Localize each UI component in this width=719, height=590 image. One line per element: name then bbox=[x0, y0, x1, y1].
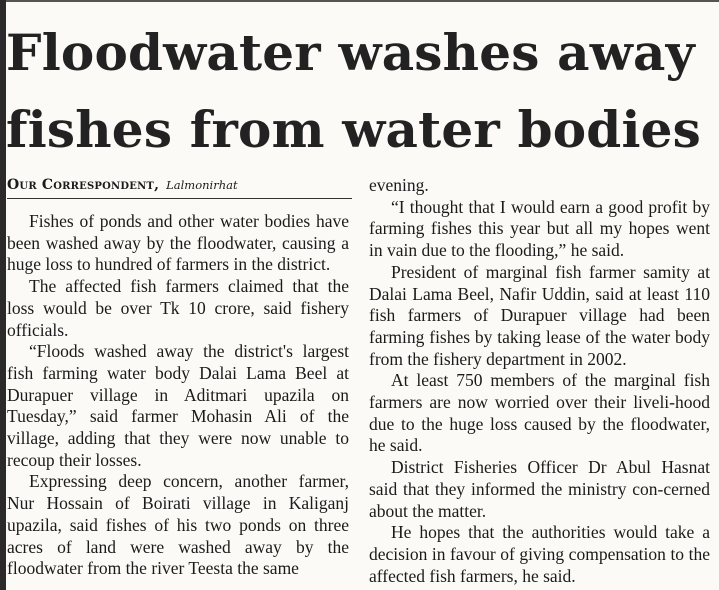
paragraph: President of marginal fish farmer samity at Dalai Lama Beel, Nafir Uddin, said at least 110 fish farmers of Durapuer village had been farming fishes by taking lease of the water body from the fishery department in 2002. bbox=[369, 261, 710, 369]
headline bbox=[6, 14, 719, 168]
paragraph: “Floods washed away the district's largest fish farming water body Dalai Lama Beel at Durapuer village in Aditmari upazila on Tuesday,” said farmer Mohasin Ali of the village, adding that they were now unable to recoup their losses. bbox=[7, 341, 349, 470]
headline-line-2: fishes from water bodies bbox=[6, 100, 702, 159]
paragraph: District Fisheries Officer Dr Abul Hasnat said that they informed the ministry con-cerned about the matter. bbox=[369, 457, 710, 521]
paragraph: The affected fish farmers claimed that the loss would be over Tk 10 crore, said fishery officials. bbox=[7, 276, 349, 340]
byline bbox=[7, 176, 352, 194]
paragraph: At least 750 members of the marginal fish farmers are now worried over their liveli-hood due to the huge loss caused by the floodwater, he said. bbox=[369, 370, 710, 456]
paragraph: evening. bbox=[369, 175, 429, 195]
headline-line-1: Floodwater washes away bbox=[6, 23, 695, 82]
paragraph: “I thought that I would earn a good profit by farming fishes this year but all my hopes went in vain due to the flooding,” he said. bbox=[369, 196, 710, 261]
paragraph: He hopes that the authorities would take a decision in favour of giving compensation to the affected fish farmers, he said. bbox=[369, 522, 710, 586]
byline-author: Our Correspondent, bbox=[7, 177, 160, 193]
article-column-right bbox=[369, 175, 710, 590]
byline-rule bbox=[7, 198, 352, 199]
byline-place: Lalmonirhat bbox=[166, 178, 238, 192]
paragraph: Fishes of ponds and other water bodies have been washed away by the floodwater, causing a huge loss to hundred of farmers in the district. bbox=[7, 211, 349, 275]
article-column-left bbox=[7, 211, 349, 590]
top-rule bbox=[0, 0, 719, 2]
paragraph: Expressing deep concern, another farmer, Nur Hossain of Boirati village in Kaliganj upazila, said fishes of his two ponds on three acres of land were washed away by the floodwater from the river Teesta the same bbox=[7, 471, 349, 579]
